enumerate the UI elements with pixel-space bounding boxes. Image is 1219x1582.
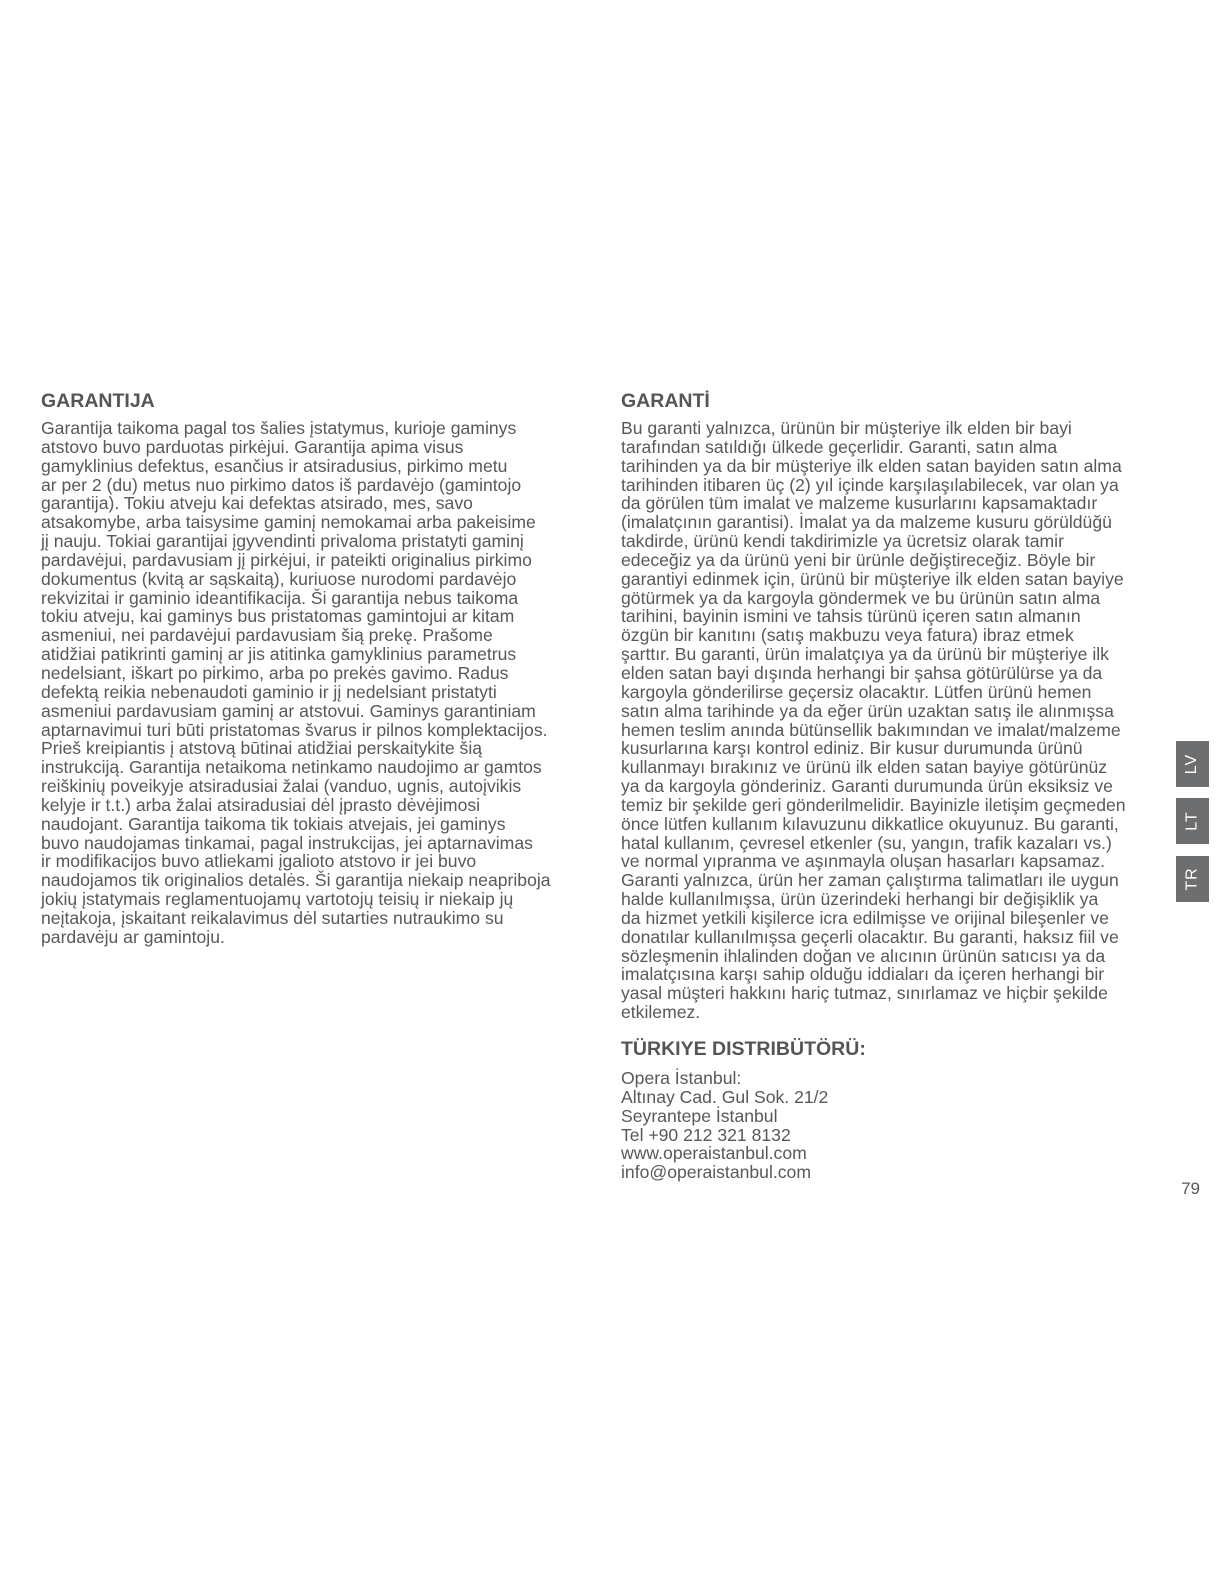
distributor-heading: TÜRKIYE DISTRIBÜTÖRÜ: — [621, 1038, 866, 1060]
turkish-warranty-section — [621, 390, 1161, 1182]
lithuanian-warranty-section — [41, 390, 589, 947]
distributor-email: info@operaistanbul.com — [621, 1162, 811, 1183]
distributor-city: Seyrantepe İstanbul — [621, 1105, 778, 1126]
language-tab-tr — [1176, 856, 1209, 902]
warranty-heading-tr: GARANTİ — [621, 390, 710, 412]
page-number: 79 — [1181, 1179, 1200, 1198]
distributor-name: Opera İstanbul: — [621, 1068, 742, 1088]
warranty-body-tr: Bu garanti yalnızca, ürünün bir müşteriye ilk elden bir bayi tarafından satıldığı ülkede geçerlidir. Garanti, satın alma tarihinden ya da bir müşteriye ilk elden satan bayiden satın alma tarihinden itibaren üç (2) yıl içinde karşılaşılabilecek, var olan ya da görülen tüm imalat ve malzeme kusurlarını kapsamaktadır (imalatçının garantisi). İmalat ya da malzeme kusuru görüldüğü takdirde, ürünü kendi takdirimizle ya ücretsiz olarak tamir edeceğiz ya da ürünü yeni bir ürünle değiştireceğiz. Böyle bir garantiyi edinmek için, ürünü bir müşteriye ilk elden satan bayiye götürmek ya da kargoyla göndermek ve bu ürünün satın alma tarihini, bayinin ismini ve tahsis türünü içeren satın almanın özgün bir kanıtını (satış makbuzu veya fatura) ibraz etmek şarttır. Bu garanti, ürün imalatçıya ya da ürünü bir müşteriye ilk elden satan bayi dışında herhangi bir şahsa götürülürse ya da kargoyla gönderilirse geçersiz olacaktır. Lütfen ürünü hemen satın alma tarihinde ya da eğer ürün uzaktan satış ile alınmışsa hemen teslim anında bütünsellik bakımından ve imalat/malzeme kusurlarına karşı kontrol ediniz. Bir kusur durumunda ürünü kullanmayı bırakınız ve ürünü ilk elden satan bayiye götürünüz ya da kargoyla gönderiniz. Garanti durumunda ürün eksiksiz ve temiz bir şekilde geri gönderilmelidir. Bayinizle iletişim geçmeden önce lütfen kullanım kılavuzunu dikkatlice okuyunuz. Bu garanti, hatal kullanım, çevresel etkenler (su, yangın, trafik kazaları vs.) ve normal yıpranma ve aşınmayla oluşan hasarları kapsamaz. Garanti yalnızca, ürün her zaman çalıştırma talimatları ile uygun halde kullanılmışsa, ürün üzerindeki herhangi bir değişiklik ya da hizmet yetkili kişilerce icra edilmişse ve orijinal bileşenler ve donatılar kullanılmışsa geçerli olacaktır. Bu garanti, haksız fiil ve sözleşmenin ihlalinden doğan ve alıcının ürünün satıcısı ya da imalatçısına karşı sahip olduğu iddiaları da içeren herhangi bir yasal müşteri hakkını hariç tutmaz, sınırlamaz ve hiçbir şekilde etkilemez. — [621, 418, 1126, 1023]
language-tab-lt — [1176, 798, 1209, 844]
warranty-body-lt: Garantija taikoma pagal tos šalies įstatymus, kurioje gaminys atstovo buvo parduotas pirkėjui. Garantija apima visus gamyklinius defektus, esančius ir atsiradusius, pirkimo metu ar per 2 (du) metus nuo pirkimo datos iš pardavėjo (gamintojo garantija). Tokiu atveju kai defektas atsirado, mes, savo atsakomybe, arba taisysime gaminį nemokamai arba pakeisime jį nauju. Tokiai garantijai įgyvendinti privaloma pristatyti gaminį pardavėjui, pardavusiam jį pirkėjui, ir pateikti originalius pirkimo dokumentus (kvitą ar sąskaitą), kuriuose nurodomi pardavėjo rekvizitai ir gaminio ideantifikacija. Ši garantija nebus taikoma tokiu atveju, kai gaminys bus pristatomas gamintojui ar kitam asmeniui, nei pardavėjui pardavusiam šią prekę. Prašome atidžiai patikrinti gaminį ar jis atitinka gamyklinius parametrus nedelsiant, iškart po pirkimo, arba po prekės gavimo. Radus defektą reikia nebenaudoti gaminio ir jį nedelsiant pristatyti asmeniui pardavusiam gaminį ar atstovui. Gaminys garantiniam aptarnavimui turi būti pristatomas švarus ir pilnos komplektacijos. Prieš kreipiantis į atstovą būtinai atidžiai perskaitykite šią instrukciją. Garantija netaikoma netinkamo naudojimo ar gamtos reiškinių poveikyje atsiradusiai žalai (vanduo, ugnis, autoįvikis kelyje ir t.t.) arba žalai atsiradusiai dėl įprasto dėvėjimosi naudojant. Garantija taikoma tik tokiais atvejais, jei gaminys buvo naudojamas tinkamai, pagal instrukcijas, jei aptarnavimas ir modifikacijos buvo atliekami įgalioto atstovo ir jei buvo naudojamos tik originalios detalės. Ši garantija niekaip neapriboja jokių įstatymais reglamentuojamų vartotojų teisių ir niekaip jų neįtakoja, įskaitant reikalavimus dėl sutarties nutraukimo su pardavėju ar gamintoju. — [41, 418, 551, 947]
distributor-phone: Tel +90 212 321 8132 — [621, 1124, 791, 1145]
distributor-address — [621, 1069, 1161, 1182]
distributor-website: www.operaistanbul.com — [621, 1143, 807, 1164]
language-tab-lt-label: LT — [1183, 811, 1201, 831]
language-tab-lv-label: LV — [1183, 753, 1201, 775]
language-tab-tr-label: TR — [1183, 867, 1201, 891]
distributor-street: Altınay Cad. Gul Sok. 21/2 — [621, 1086, 829, 1107]
warranty-heading-lt: GARANTIJA — [41, 390, 155, 412]
language-tab-lv — [1176, 741, 1209, 787]
